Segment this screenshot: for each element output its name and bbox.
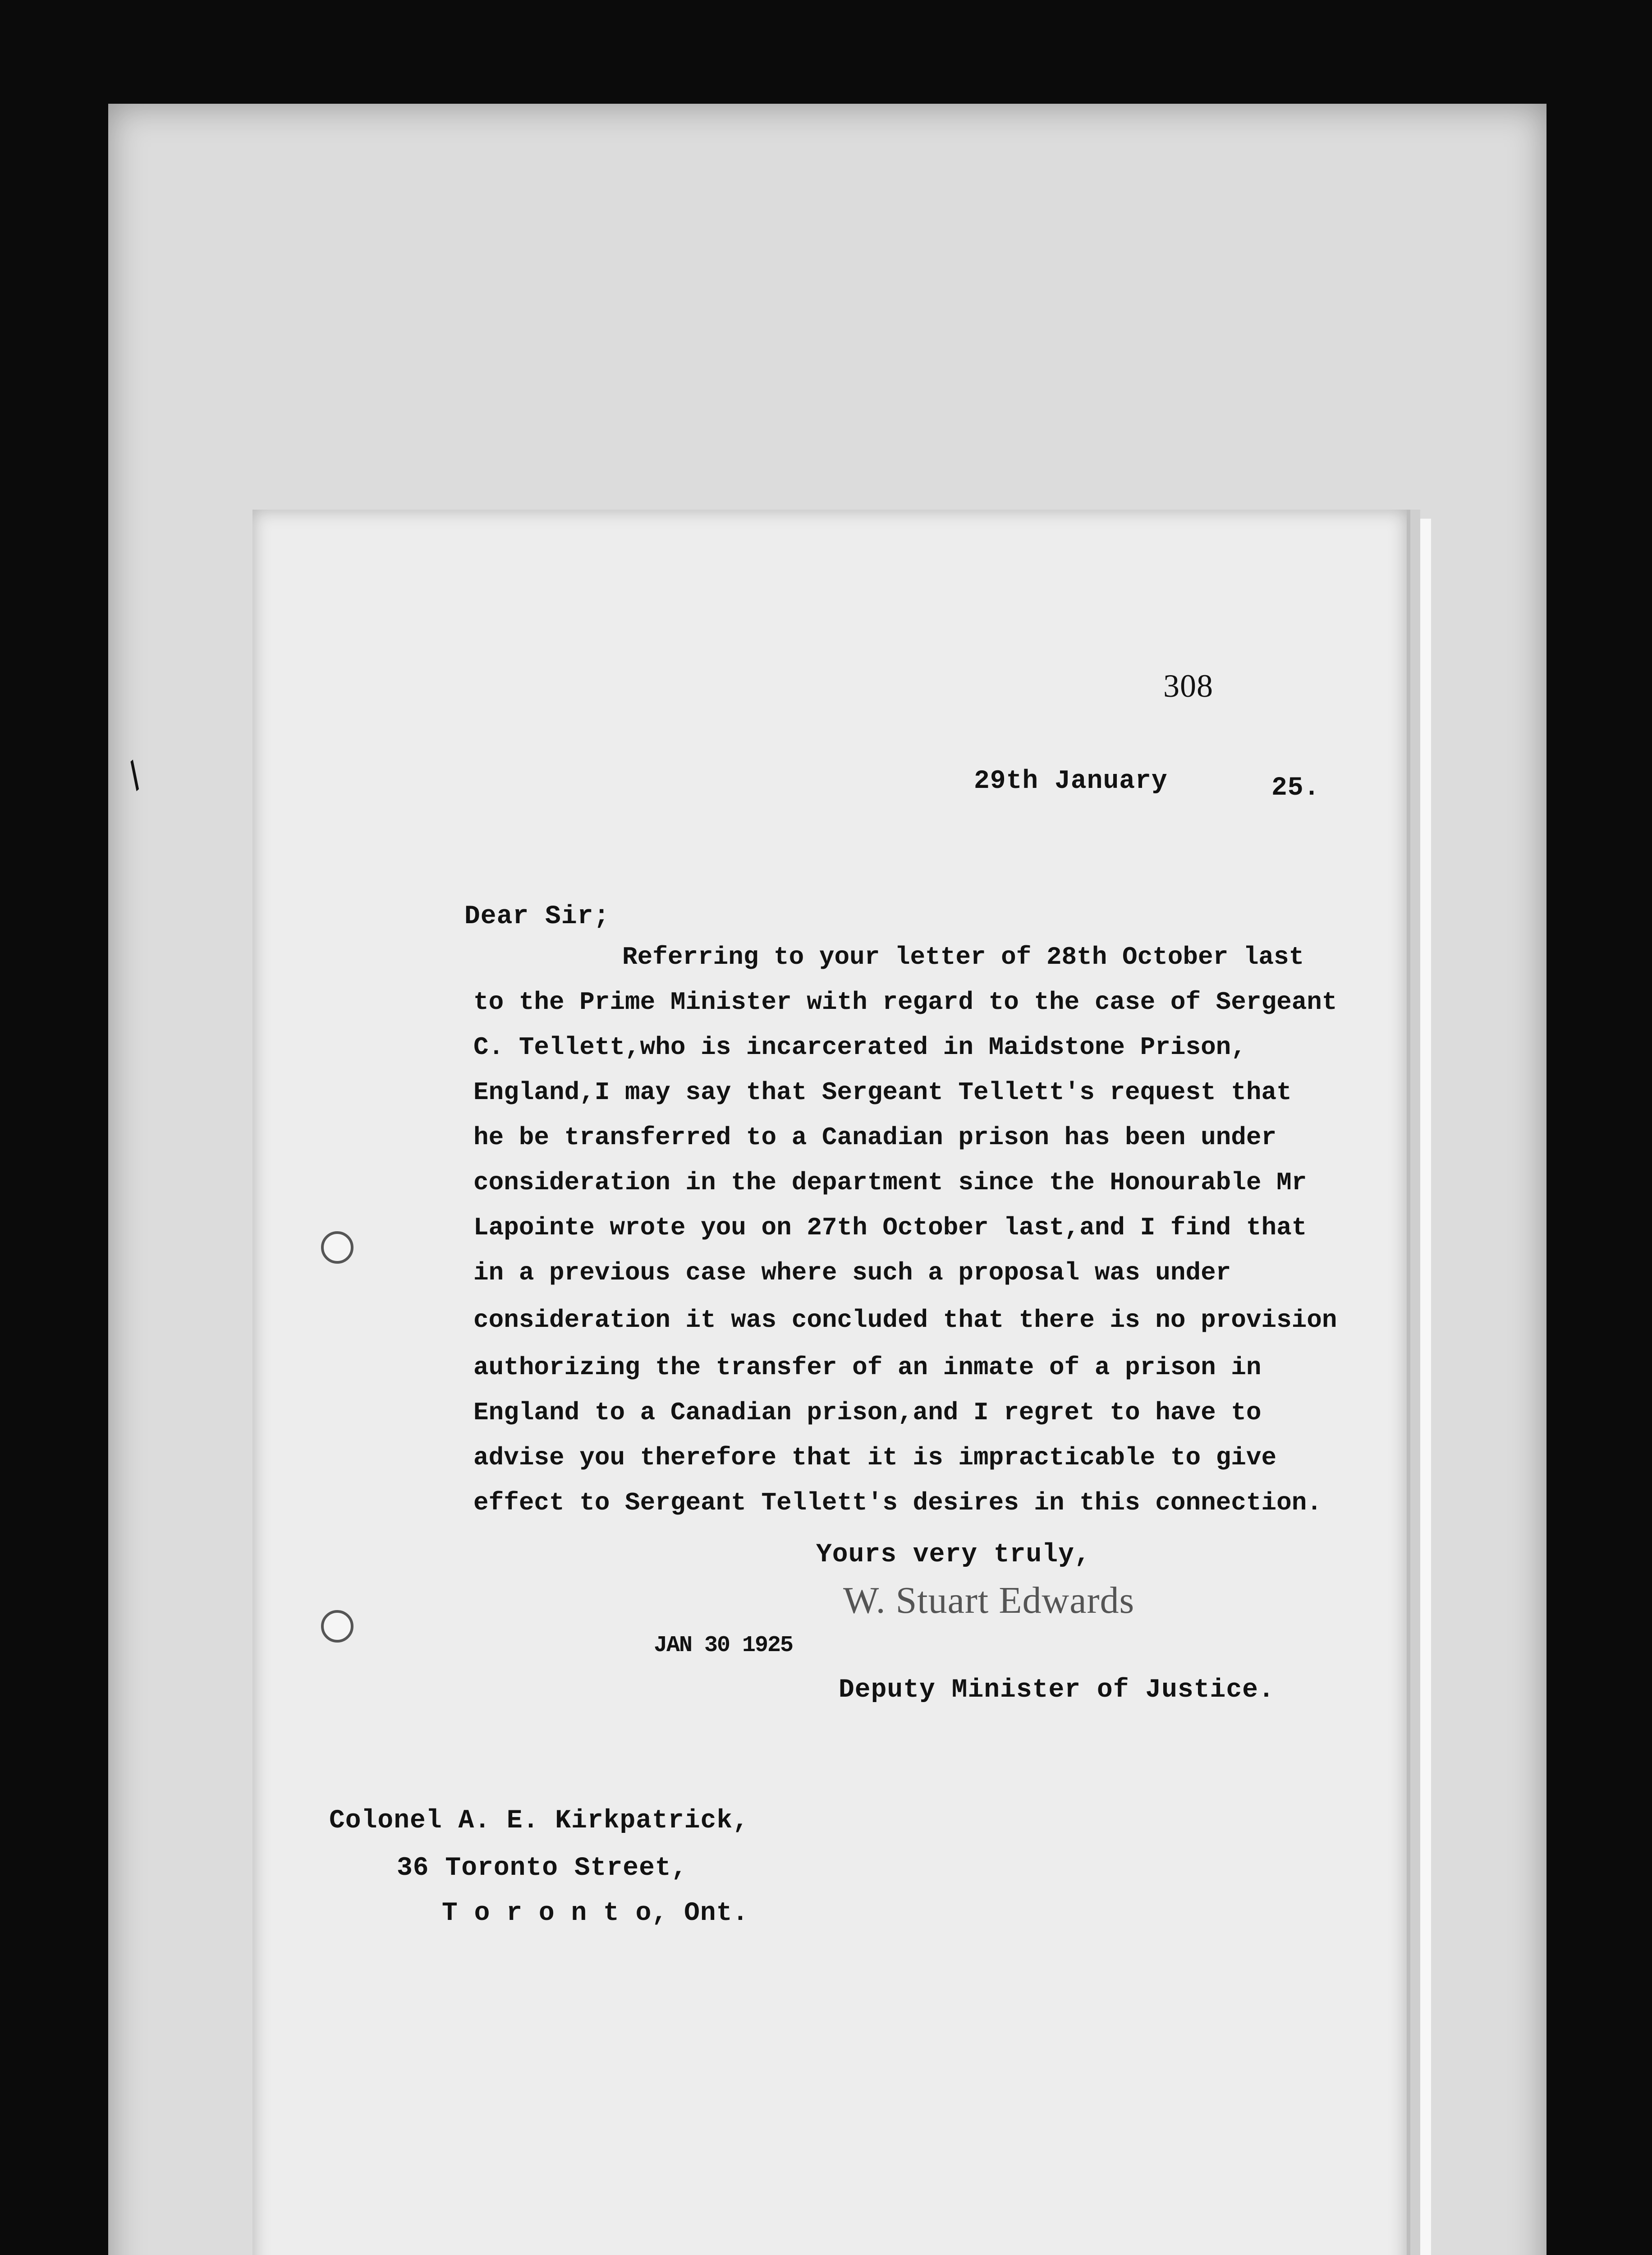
letter-date: 29th January bbox=[974, 767, 1168, 796]
margin-tick-mark: / bbox=[115, 755, 159, 801]
body-line: effect to Sergeant Tellett's desires in this connection. bbox=[473, 1488, 1322, 1517]
body-line: in a previous case where such a proposal was under bbox=[473, 1258, 1231, 1287]
body-line: consideration it was concluded that there is no provision bbox=[473, 1306, 1337, 1335]
addressee-line: 36 Toronto Street, bbox=[397, 1854, 688, 1883]
body-line: England,I may say that Sergeant Tellett's request that bbox=[473, 1078, 1292, 1107]
received-date-stamp: JAN 30 1925 bbox=[654, 1633, 793, 1658]
salutation: Dear Sir; bbox=[464, 902, 610, 931]
body-line: advise you therefore that it is impracticable to give bbox=[473, 1443, 1277, 1472]
letter-year: 25. bbox=[1271, 773, 1320, 803]
punch-hole-top bbox=[321, 1231, 353, 1264]
addressee-line: T o r o n t o, Ont. bbox=[442, 1899, 749, 1928]
page-number: 308 bbox=[1163, 668, 1213, 704]
signature: W. Stuart Edwards bbox=[843, 1579, 1135, 1621]
body-line: authorizing the transfer of an inmate of a prison in bbox=[473, 1353, 1262, 1382]
body-line: Lapointe wrote you on 27th October last,and I find that bbox=[473, 1213, 1307, 1242]
body-line: he be transferred to a Canadian prison has been under bbox=[473, 1123, 1277, 1152]
body-line: Referring to your letter of 28th October last bbox=[622, 943, 1304, 971]
addressee-line: Colonel A. E. Kirkpatrick, bbox=[329, 1806, 749, 1836]
body-line: England to a Canadian prison,and I regret to have to bbox=[473, 1398, 1262, 1427]
body-line: C. Tellett,who is incarcerated in Maidstone Prison, bbox=[473, 1033, 1246, 1062]
body-line: to the Prime Minister with regard to the case of Sergeant bbox=[473, 988, 1337, 1017]
signatory-title: Deputy Minister of Justice. bbox=[839, 1675, 1275, 1705]
body-line: consideration in the department since the Honourable Mr bbox=[473, 1168, 1307, 1197]
closing: Yours very truly, bbox=[816, 1540, 1091, 1569]
letter-sheet bbox=[252, 510, 1407, 2255]
punch-hole-bottom bbox=[321, 1610, 353, 1643]
